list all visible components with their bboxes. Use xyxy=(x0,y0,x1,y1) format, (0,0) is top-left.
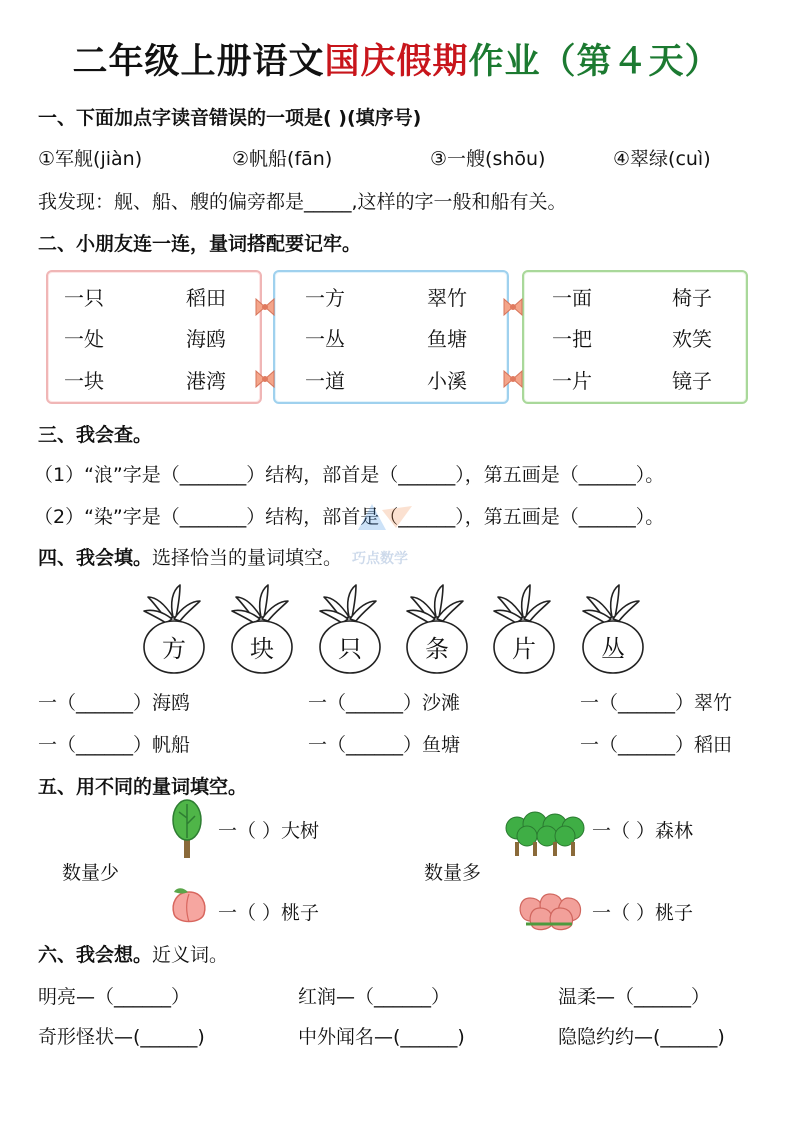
title-holiday: 国庆假期 xyxy=(324,42,469,82)
s5-forest: 一（ ）森林 xyxy=(592,820,694,842)
section2-heading: 二、小朋友连一连，量词搭配要记牢。 xyxy=(38,233,362,255)
match-right-item[interactable]: 港湾 xyxy=(186,369,226,393)
ribbon-knot-icon xyxy=(254,296,276,318)
s5-peach-1: 一（ ）桃子 xyxy=(218,902,320,924)
peach-icon xyxy=(168,884,210,928)
section6-heading xyxy=(38,940,228,967)
match-left-item[interactable]: 一片 xyxy=(552,369,592,393)
s1-option-2: ②帆船(fān) xyxy=(232,148,333,170)
section4-heading xyxy=(38,543,342,570)
section3-heading: 三、我会查。 xyxy=(38,424,153,446)
s3-question-1: （1）“浪”字是（_______）结构，部首是（______），第五画是（______）。 xyxy=(34,464,665,486)
pineapple-word: 只 xyxy=(338,635,362,663)
peaches-icon xyxy=(516,884,582,932)
s6-synonym: 红润—（______） xyxy=(298,986,451,1008)
watermark-logo-icon xyxy=(352,500,432,548)
pineapple-word: 片 xyxy=(512,635,536,663)
page-title xyxy=(0,34,793,84)
pineapple-word-card xyxy=(397,583,475,675)
match-left-item[interactable]: 一方 xyxy=(305,286,345,310)
section6-title: 六、我会想。 xyxy=(38,944,153,966)
watermark-text: 巧点数学 xyxy=(352,551,408,567)
tree-icon xyxy=(170,798,204,860)
s4-blank: 一（______）海鸥 xyxy=(38,692,191,714)
section4-title: 四、我会填。 xyxy=(38,547,153,569)
pineapple-word-card xyxy=(484,583,562,675)
ribbon-knot-icon xyxy=(502,296,524,318)
s5-tree: 一（ ）大树 xyxy=(218,820,320,842)
match-box-3 xyxy=(522,270,748,404)
s1-discover: 我发现：舰、船、艘的偏旁都是_____,这样的字一般和船有关。 xyxy=(38,191,567,213)
s6-synonym: 明亮—（______） xyxy=(38,986,191,1008)
s4-blank: 一（______）稻田 xyxy=(580,734,733,756)
forest-icon xyxy=(505,808,585,858)
s5-peach-2: 一（ ）桃子 xyxy=(592,902,694,924)
match-left-item[interactable]: 一面 xyxy=(552,286,592,310)
s6-synonym: 温柔—（______） xyxy=(558,986,711,1008)
match-right-item[interactable]: 鱼塘 xyxy=(427,327,467,351)
section4-instruction: 选择恰当的量词填空。 xyxy=(152,547,343,569)
ribbon-knot-icon xyxy=(502,368,524,390)
title-day: （第４天） xyxy=(540,42,721,82)
section5-heading: 五、用不同的量词填空。 xyxy=(38,776,248,798)
match-left-item[interactable]: 一块 xyxy=(64,369,104,393)
match-right-item[interactable]: 小溪 xyxy=(427,369,467,393)
pineapple-word-card xyxy=(573,583,651,675)
s6-synonym: 中外闻名—(______) xyxy=(298,1026,465,1048)
s6-synonym: 隐隐约约—(______) xyxy=(558,1026,725,1048)
s4-blank: 一（______）沙滩 xyxy=(308,692,461,714)
s4-blank: 一（______）鱼塘 xyxy=(308,734,461,756)
s5-few-label: 数量少 xyxy=(62,862,120,884)
match-left-item[interactable]: 一把 xyxy=(552,327,592,351)
s1-option-1: ①军舰(jiàn) xyxy=(38,148,143,170)
match-right-item[interactable]: 椅子 xyxy=(672,286,712,310)
match-box-1 xyxy=(46,270,262,404)
match-right-item[interactable]: 翠竹 xyxy=(427,286,467,310)
pineapple-word-card xyxy=(134,583,212,675)
s5-many-label: 数量多 xyxy=(424,862,482,884)
ribbon-knot-icon xyxy=(254,368,276,390)
pineapple-word: 丛 xyxy=(601,635,625,663)
match-right-item[interactable]: 镜子 xyxy=(672,369,712,393)
section6-instruction: 近义词。 xyxy=(152,944,229,966)
match-left-item[interactable]: 一只 xyxy=(64,286,104,310)
match-right-item[interactable]: 稻田 xyxy=(186,286,226,310)
match-left-item[interactable]: 一道 xyxy=(305,369,345,393)
pineapple-word: 条 xyxy=(425,635,449,663)
pineapple-word-card xyxy=(310,583,388,675)
pineapple-word: 块 xyxy=(250,635,274,663)
s1-option-4: ④翠绿(cuì) xyxy=(613,148,711,170)
title-grade: 二年级上册语文 xyxy=(72,42,325,82)
match-right-item[interactable]: 欢笑 xyxy=(672,327,712,351)
s6-synonym: 奇形怪状—(______) xyxy=(38,1026,205,1048)
s4-blank: 一（______）翠竹 xyxy=(580,692,733,714)
s1-option-3: ③一艘(shōu) xyxy=(430,148,546,170)
match-box-2 xyxy=(273,270,509,404)
s4-blank: 一（______）帆船 xyxy=(38,734,191,756)
match-left-item[interactable]: 一处 xyxy=(64,327,104,351)
pineapple-word-card xyxy=(222,583,300,675)
match-right-item[interactable]: 海鸥 xyxy=(186,327,226,351)
s3-question-2: （2）“染”字是（_______）结构，部首是（______），第五画是（______）。 xyxy=(34,506,665,528)
match-left-item[interactable]: 一丛 xyxy=(305,327,345,351)
watermark xyxy=(352,500,432,568)
pineapple-word: 方 xyxy=(162,635,186,663)
section1-heading: 一、下面加点字读音错误的一项是( )(填序号) xyxy=(38,107,422,129)
title-homework: 作业 xyxy=(468,42,541,82)
